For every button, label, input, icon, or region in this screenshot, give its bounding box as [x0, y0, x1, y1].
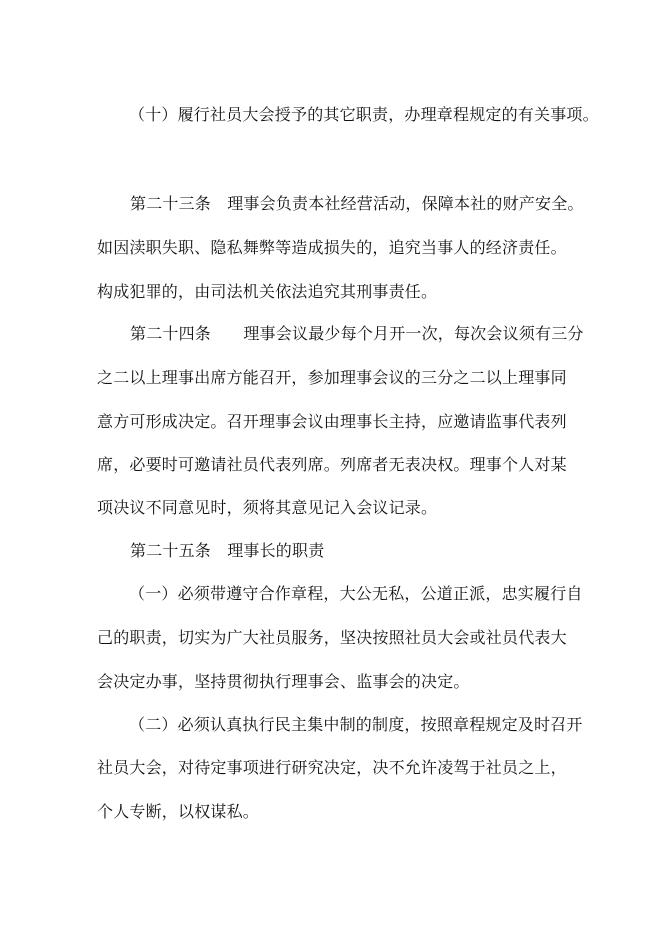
text-line-duty-2-cont-2: 个人专断，以权谋私。 — [97, 802, 260, 821]
text-line-article-25-heading: 第二十五条 理事长的职责 — [130, 541, 325, 560]
text-line-duty-1-cont-2: 会决定办事，坚持贯彻执行理事会、监事会的决定。 — [97, 672, 470, 691]
text-line-article-23-cont-2: 构成犯罪的，由司法机关依法追究其刑事责任。 — [97, 282, 438, 301]
text-line-article-24-cont-4: 项决议不同意见时，须将其意见记入会议记录。 — [97, 498, 438, 517]
text-line-article-24-cont-1: 之二以上理事出席方能召开，参加理事会议的三分之二以上理事同 — [97, 368, 567, 387]
text-line-duty-2-cont-1: 社员大会，对待定事项进行研究决定，决不允许凌驾于社员之上， — [97, 758, 567, 777]
text-line-duty-2: （二）必须认真执行民主集中制的制度，按照章程规定及时召开 — [129, 715, 583, 734]
text-line-duty-1: （一）必须带遵守合作章程，大公无私，公道正派，忠实履行自 — [129, 584, 583, 603]
text-line-article-24-cont-3: 席，必要时可邀请社员代表列席。列席者无表决权。理事个人对某 — [97, 455, 567, 474]
text-line-article-23: 第二十三条 理事会负责本社经营活动，保障本社的财产安全。 — [130, 194, 584, 213]
text-line-article-24: 第二十四条 理事会议最少每个月开一次，每次会议须有三分 — [130, 324, 584, 343]
text-line-article-23-cont-1: 如因渎职失职、隐私舞弊等造成损失的，追究当事人的经济责任。 — [97, 238, 567, 257]
text-line-duty-10: （十）履行社员大会授予的其它职责，办理章程规定的有关事项。 — [129, 105, 599, 124]
text-line-article-24-cont-2: 意方可形成决定。召开理事会议由理事长主持，应邀请监事代表列 — [97, 412, 567, 431]
text-line-duty-1-cont-1: 己的职责，切实为广大社员服务，坚决按照社员大会或社员代表大 — [97, 628, 567, 647]
